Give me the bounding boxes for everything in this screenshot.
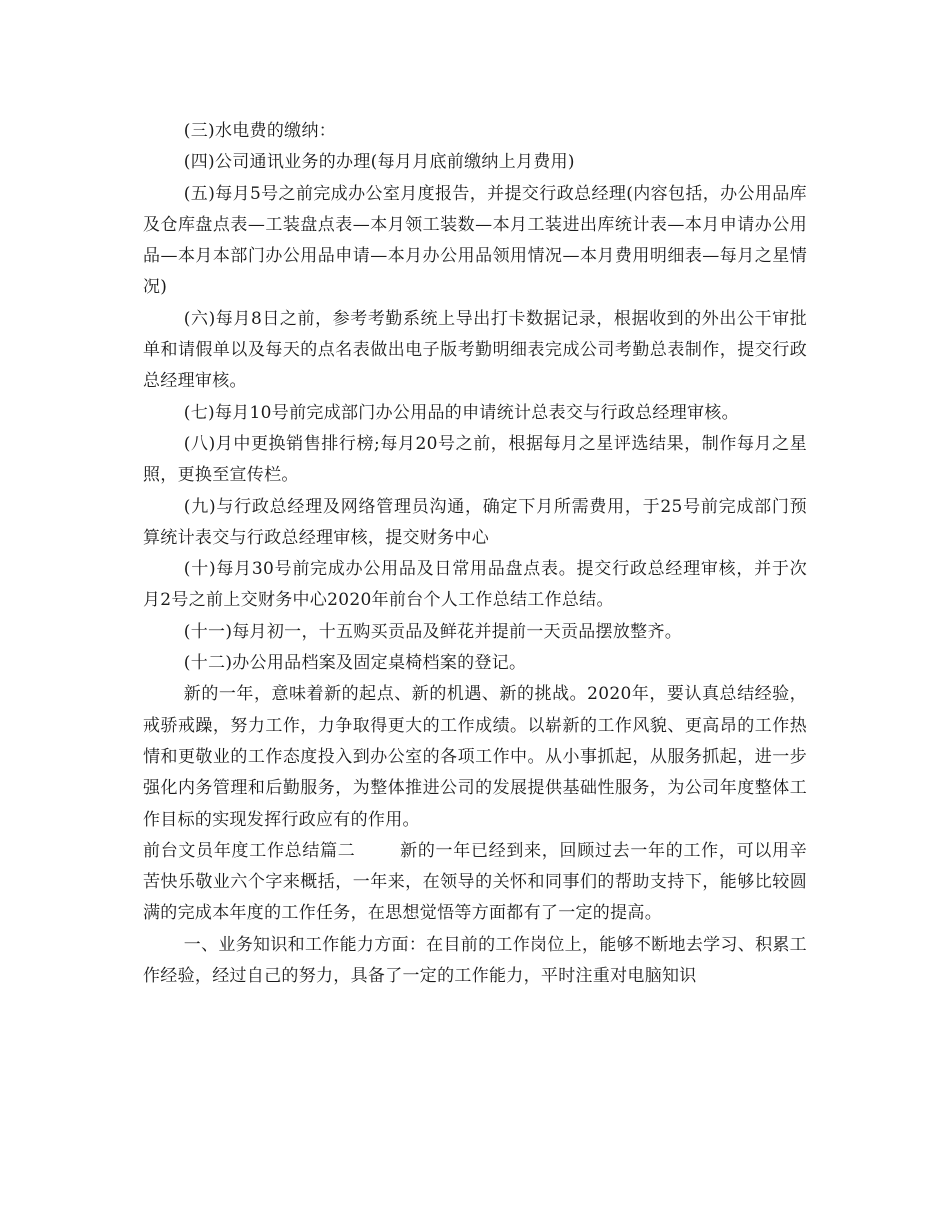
paragraph-item-4: (四)公司通讯业务的办理(每月月底前缴纳上月费用) xyxy=(183,152,575,173)
paragraph-item-12: (十二)办公用品档案及固定桌椅档案的登记。 xyxy=(183,653,527,674)
paragraph-new-year: 新的一年，意味着新的起点、新的机遇、新的挑战。2020年，要认真总结经验，戒骄戒躁，努力工作，力争取得更大的工作成绩。以崭新的工作风貌、更高昂的工作热情和更敬业的工作态度投入到办公室的各项工作中。从小事抓起，从服务抓起，进一步强化内务管理和后勤服务，为整体推进公司的发展提供基础性服务，为公司年度整体工作目标的实现发挥行政应有的作用。 xyxy=(143,684,807,830)
section-intro: 新的一年已经到来，回顾过去一年的工作，可以用辛苦快乐敬业六个字来概括，一年来，在领导的关怀和同事们的帮助支持下，能够比较圆满的完成本年度的工作任务，在思想觉悟等方面都有了一定的提高。 xyxy=(143,840,807,924)
paragraph-item-11: (十一)每月初一，十五购买贡品及鲜花并提前一天贡品摆放整齐。 xyxy=(183,621,683,642)
paragraph-business-knowledge: 一、业务知识和工作能力方面：在目前的工作岗位上，能够不断地去学习、积累工作经验，经过自己的努力，具备了一定的工作能力，平时注重对电脑知识 xyxy=(143,934,807,987)
paragraph-item-8: (八)月中更换销售排行榜;每月20号之前，根据每月之星评选结果，制作每月之星照，更换至宣传栏。 xyxy=(143,433,807,486)
paragraph-item-6: (六)每月8日之前，参考考勤系统上导出打卡数据记录，根据收到的外出公干审批单和请假单以及每天的点名表做出电子版考勤明细表完成公司考勤总表制作，提交行政总经理审核。 xyxy=(143,308,807,392)
section-title: 前台文员年度工作总结篇二 xyxy=(143,840,356,861)
document-body xyxy=(143,116,807,992)
paragraph-item-7: (七)每月10号前完成部门办公用品的申请统计总表交与行政总经理审核。 xyxy=(183,402,739,423)
paragraph-item-9: (九)与行政总经理及网络管理员沟通，确定下月所需费用，于25号前完成部门预算统计表交与行政总经理审核，提交财务中心 xyxy=(143,496,807,548)
paragraph-item-5: (五)每月5号之前完成办公室月度报告，并提交行政总经理(内容包括，办公用品库及仓库盘点表—工装盘点表—本月领工装数—本月工装进出库统计表—本月申请办公用品—本月本部门办公用品申请—本月办公用品领用情况—本月费用明细表—每月之星情况) xyxy=(143,183,807,298)
section-two xyxy=(143,836,807,930)
paragraph-item-10: (十)每月30号前完成办公用品及日常用品盘点表。提交行政总经理审核，并于次月2号之前上交财务中心2020年前台个人工作总结工作总结。 xyxy=(143,559,807,611)
paragraph-item-3: (三)水电费的缴纳： xyxy=(183,121,337,141)
